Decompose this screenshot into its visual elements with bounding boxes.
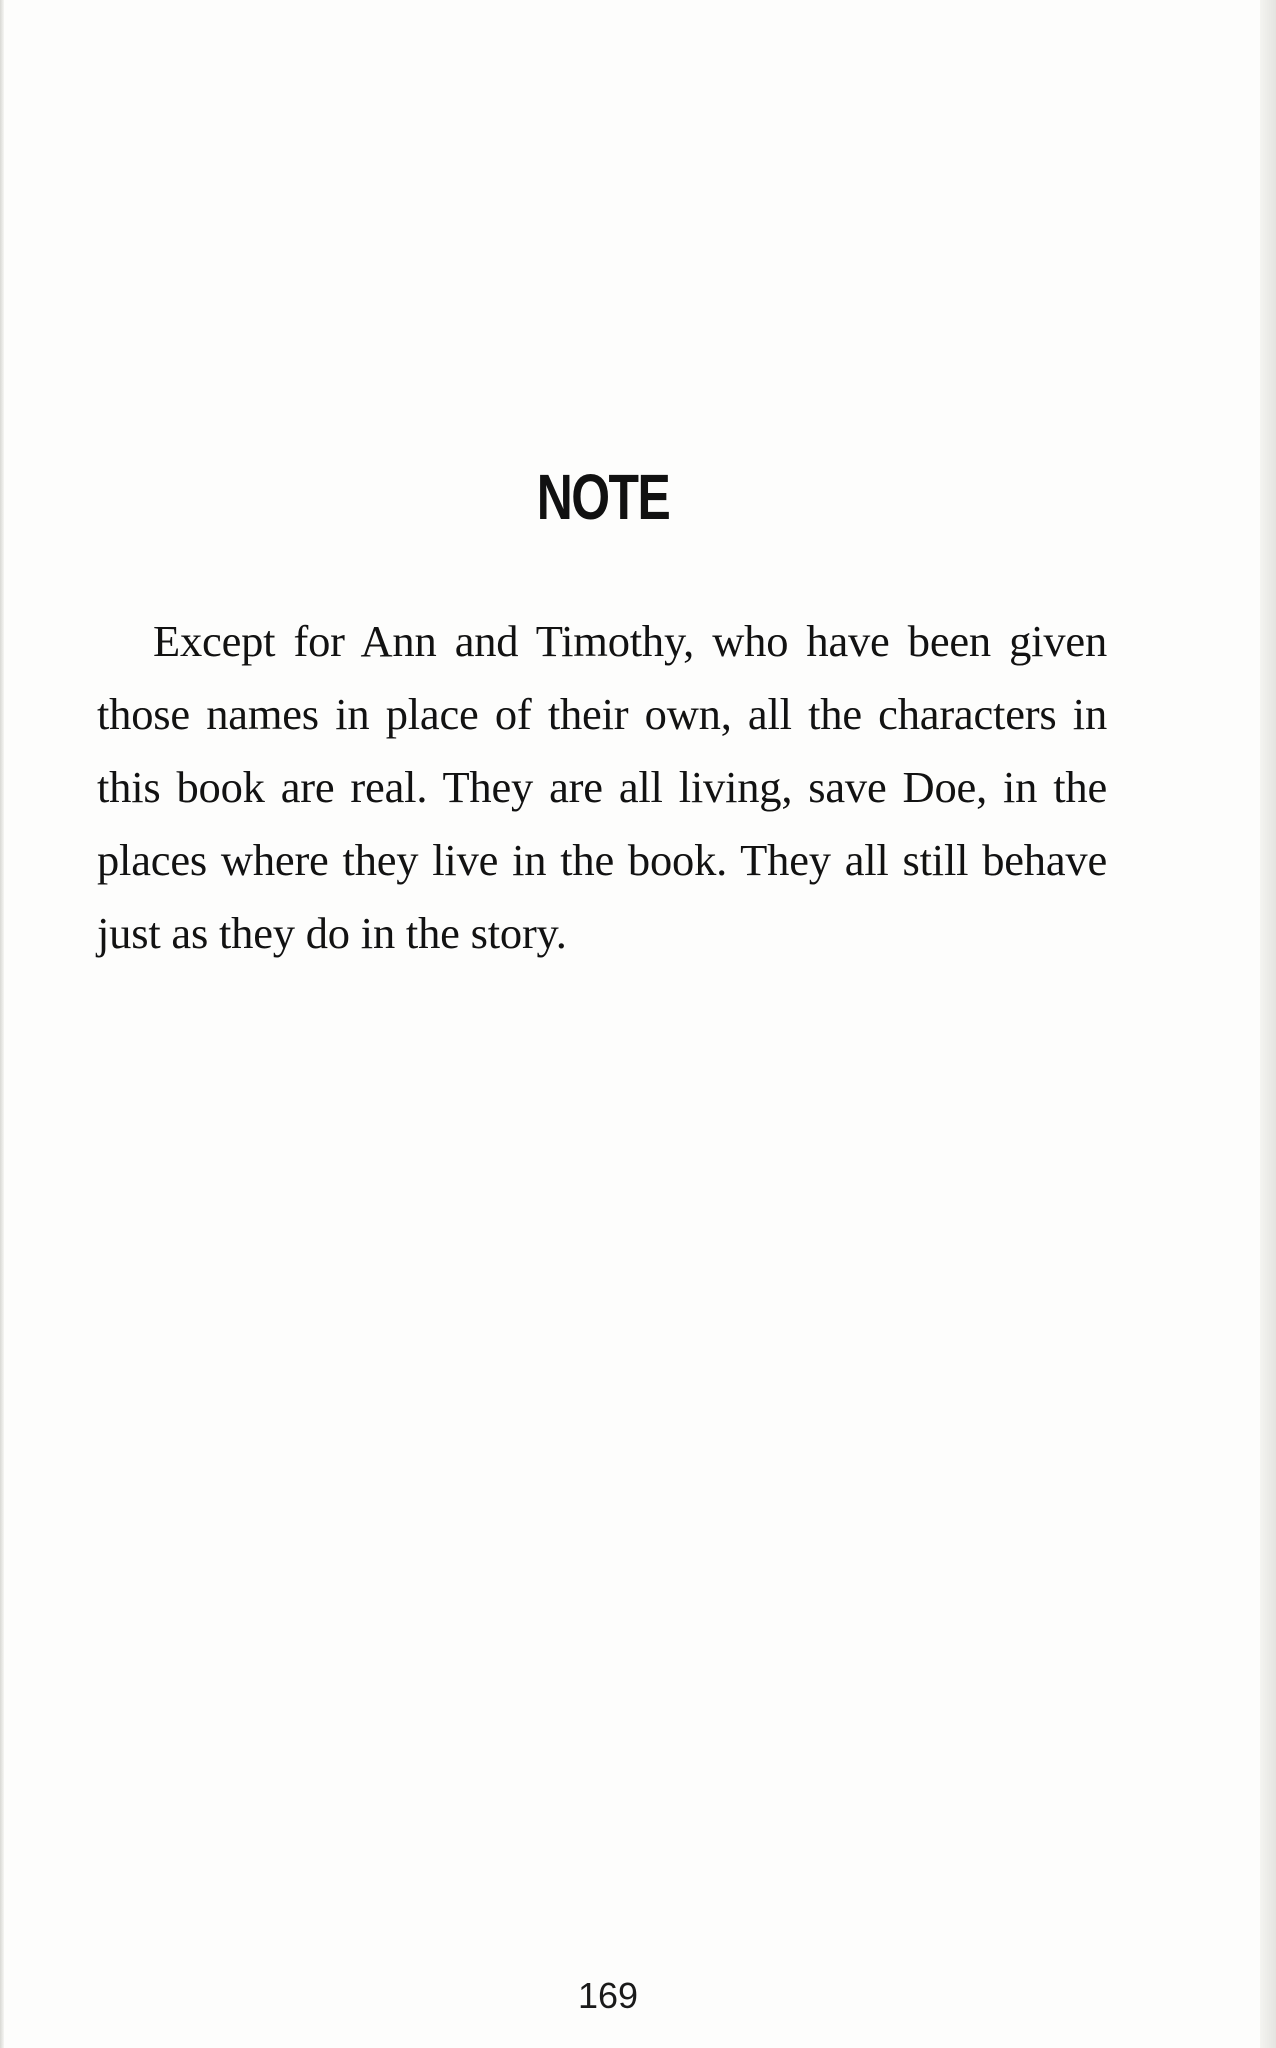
note-paragraph: Except for Ann and Timothy, who have been given those names in place of their own, all the characters in this book are real. They are all living, save Doe, in the places where they live in the book. They all still behave just as they do in the story. xyxy=(97,616,1107,958)
page-heading: NOTE xyxy=(536,461,670,533)
page-number: 169 xyxy=(577,1975,639,2016)
page-edge-right xyxy=(1260,0,1276,2048)
page-edge-left xyxy=(0,0,4,2048)
